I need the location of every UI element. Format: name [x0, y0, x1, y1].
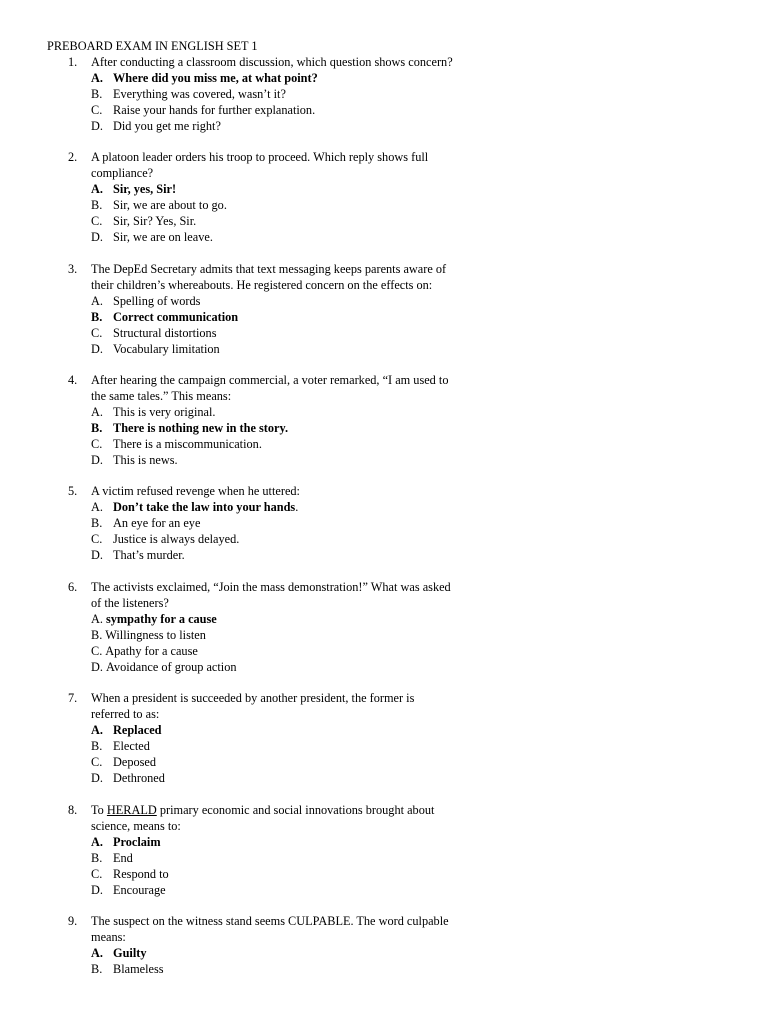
- option-text: Sir, we are on leave.: [113, 230, 213, 244]
- option-text: Replaced: [113, 723, 162, 737]
- option-text: Justice is always delayed.: [113, 532, 240, 546]
- stem-text: primary economic and social innovations brought about: [156, 803, 435, 817]
- question-stem: [68, 261, 508, 293]
- question-7: [68, 690, 508, 786]
- question-stem: [68, 372, 508, 404]
- page-title: PREBOARD EXAM IN ENGLISH SET 1: [47, 39, 258, 53]
- option-text: Dethroned: [113, 771, 165, 785]
- option-letter: D.: [91, 660, 103, 674]
- option-text: Sir, Sir? Yes, Sir.: [113, 214, 197, 228]
- option-d: [91, 229, 508, 245]
- option-c: [91, 866, 508, 882]
- option-c: [91, 325, 508, 341]
- option-d: [91, 659, 508, 675]
- question-9: [68, 913, 508, 977]
- question-4: [68, 372, 508, 468]
- option-letter: C.: [91, 437, 103, 451]
- option-text: That’s murder.: [113, 548, 185, 562]
- option-letter: B.: [91, 198, 103, 212]
- option-letter: D.: [91, 342, 103, 356]
- option-letter: C.: [91, 867, 103, 881]
- option-text: Everything was covered, wasn’t it?: [113, 87, 286, 101]
- question-stem: [68, 149, 508, 181]
- option-letter: A.: [91, 500, 103, 514]
- option-text: Where did you miss me, at what point?: [113, 71, 318, 85]
- option-text: Guilty: [113, 946, 147, 960]
- stem-line: compliance?: [91, 166, 154, 180]
- stem-line: After hearing the campaign commercial, a voter remarked, “I am used to: [91, 373, 449, 387]
- question-number: 4.: [68, 373, 78, 387]
- option-c: [91, 102, 508, 118]
- option-d: [91, 770, 508, 786]
- option-a: [91, 722, 508, 738]
- option-text: Don’t take the law into your hands: [113, 500, 296, 514]
- question-number: 2.: [68, 150, 78, 164]
- option-text: Correct communication: [113, 310, 239, 324]
- option-text: An eye for an eye: [113, 516, 201, 530]
- option-text: There is nothing new in the story.: [113, 421, 289, 435]
- option-text: Structural distortions: [113, 326, 217, 340]
- question-stem: [68, 690, 508, 722]
- stem-line: The activists exclaimed, “Join the mass demonstration!” What was asked: [91, 580, 451, 594]
- option-text: Proclaim: [113, 835, 161, 849]
- question-number: 9.: [68, 914, 78, 928]
- option-text: Elected: [113, 739, 150, 753]
- option-letter: B.: [91, 628, 103, 642]
- option-letter: C.: [91, 214, 103, 228]
- option-letter: A.: [91, 182, 103, 196]
- option-letter: C.: [91, 755, 103, 769]
- stem-line: means:: [91, 930, 126, 944]
- option-b: [91, 309, 508, 325]
- option-letter: A.: [91, 723, 103, 737]
- option-letter: C.: [91, 326, 103, 340]
- option-a: [91, 70, 508, 86]
- stem-line: science, means to:: [91, 819, 181, 833]
- option-text: Blameless: [113, 962, 164, 976]
- option-letter: A.: [91, 294, 103, 308]
- option-letter: A.: [91, 71, 103, 85]
- stem-line: The DepEd Secretary admits that text messaging keeps parents aware of: [91, 262, 447, 276]
- option-c: [91, 213, 508, 229]
- option-b: [91, 515, 508, 531]
- option-d: [91, 341, 508, 357]
- stem-line: A platoon leader orders his troop to proceed. Which reply shows full: [91, 150, 429, 164]
- question-stem: [68, 54, 508, 70]
- option-text: Apathy for a cause: [105, 644, 198, 658]
- stem-line: [91, 802, 508, 818]
- option-b: [91, 627, 508, 643]
- option-letter: D.: [91, 453, 103, 467]
- option-b: [91, 420, 508, 436]
- option-text: Encourage: [113, 883, 166, 897]
- question-number: 5.: [68, 484, 78, 498]
- option-c: [91, 436, 508, 452]
- option-a: [91, 499, 508, 515]
- option-text: Sir, we are about to go.: [113, 198, 227, 212]
- option-text: Spelling of words: [113, 294, 201, 308]
- key-word: HERALD: [106, 803, 157, 817]
- stem-text: To: [91, 803, 107, 817]
- option-letter: C.: [91, 644, 103, 658]
- option-text: This is very original.: [113, 405, 216, 419]
- stem-line: their children’s whereabouts. He registered concern on the effects on:: [91, 278, 433, 292]
- stem-line: the same tales.” This means:: [91, 389, 232, 403]
- stem-line: After conducting a classroom discussion, which question shows concern?: [91, 55, 453, 69]
- question-number: 1.: [68, 55, 78, 69]
- option-letter: A.: [91, 835, 103, 849]
- stem-line: When a president is succeeded by another president, the former is: [91, 691, 415, 705]
- option-b: [91, 961, 508, 977]
- option-letter: B.: [91, 851, 103, 865]
- option-letter: D.: [91, 119, 103, 133]
- question-8: [68, 802, 508, 898]
- option-letter: B.: [91, 87, 103, 101]
- option-letter: A.: [91, 946, 103, 960]
- question-5: [68, 483, 508, 563]
- question-stem: [68, 802, 508, 834]
- option-d: [91, 118, 508, 134]
- option-b: [91, 850, 508, 866]
- option-text: Sir, yes, Sir!: [113, 182, 177, 196]
- stem-line: of the listeners?: [91, 596, 169, 610]
- stem-line: A victim refused revenge when he uttered:: [91, 484, 300, 498]
- option-letter: A.: [91, 612, 103, 626]
- option-text: Vocabulary limitation: [113, 342, 220, 356]
- option-letter: D.: [91, 548, 103, 562]
- option-a: [91, 293, 508, 309]
- option-text: Avoidance of group action: [105, 660, 237, 674]
- option-letter: B.: [91, 962, 103, 976]
- question-number: 3.: [68, 262, 78, 276]
- option-c: [91, 754, 508, 770]
- option-text: Deposed: [113, 755, 157, 769]
- question-6: [68, 579, 508, 675]
- option-letter: B.: [91, 310, 103, 324]
- question-1: [68, 54, 508, 134]
- stem-line: referred to as:: [91, 707, 160, 721]
- option-text: This is news.: [113, 453, 178, 467]
- option-text-tail: .: [295, 500, 299, 514]
- option-letter: D.: [91, 771, 103, 785]
- option-c: [91, 531, 508, 547]
- option-text: There is a miscommunication.: [113, 437, 262, 451]
- option-b: [91, 738, 508, 754]
- option-b: [91, 86, 508, 102]
- option-a: [91, 834, 508, 850]
- option-text: Respond to: [113, 867, 169, 881]
- option-a: [91, 181, 508, 197]
- option-letter: D.: [91, 230, 103, 244]
- option-text: sympathy for a cause: [105, 612, 217, 626]
- option-c: [91, 643, 508, 659]
- option-letter: C.: [91, 532, 103, 546]
- option-d: [91, 452, 508, 468]
- option-a: [91, 404, 508, 420]
- option-text: End: [113, 851, 133, 865]
- option-text: Raise your hands for further explanation.: [113, 103, 316, 117]
- option-letter: B.: [91, 421, 103, 435]
- option-a: [91, 945, 508, 961]
- stem-line: The suspect on the witness stand seems CULPABLE. The word culpable: [91, 914, 449, 928]
- question-stem: [68, 579, 508, 611]
- question-number: 8.: [68, 803, 78, 817]
- option-letter: D.: [91, 883, 103, 897]
- option-text: Willingness to listen: [105, 628, 206, 642]
- option-letter: B.: [91, 516, 103, 530]
- option-a: [91, 611, 508, 627]
- question-stem: [68, 913, 508, 945]
- question-number: 7.: [68, 691, 78, 705]
- option-text: Did you get me right?: [113, 119, 221, 133]
- option-letter: B.: [91, 739, 103, 753]
- question-2: [68, 149, 508, 245]
- question-3: [68, 261, 508, 357]
- option-letter: A.: [91, 405, 103, 419]
- option-d: [91, 547, 508, 563]
- question-stem: [68, 483, 508, 499]
- option-letter: C.: [91, 103, 103, 117]
- option-d: [91, 882, 508, 898]
- option-b: [91, 197, 508, 213]
- question-number: 6.: [68, 580, 78, 594]
